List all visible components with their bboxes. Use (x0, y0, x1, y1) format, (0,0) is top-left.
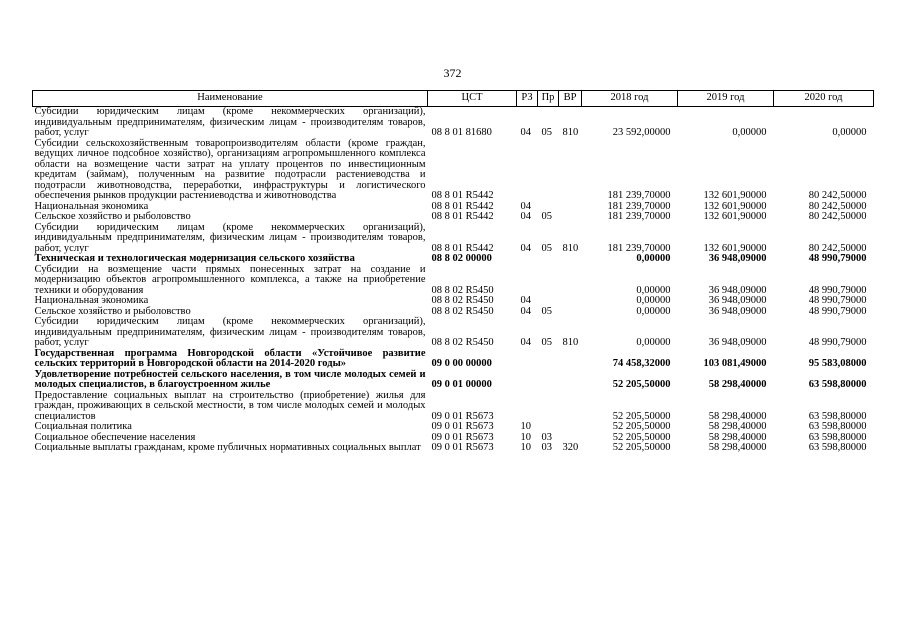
cell-pr: 05 (541, 305, 552, 317)
cell-pr: 05 (541, 127, 552, 138)
cell-rz: 10 (520, 421, 531, 432)
cell-2020: 63 598,80000 (808, 379, 867, 390)
cell-pr (538, 139, 559, 202)
page-number: 372 (443, 66, 462, 80)
cell-vr (559, 254, 582, 265)
cell-2018: 181 239,70000 (607, 200, 671, 212)
cell-2018: 0,00000 (636, 337, 671, 348)
cell-rz: 04 (520, 337, 531, 348)
cell-rz: 04 (520, 211, 531, 222)
cell-2020: 95 583,08000 (808, 358, 867, 369)
cell-pr (538, 296, 559, 307)
cell-vr (559, 422, 582, 433)
cell-name: Предоставление социальных выплат на строительство (приобретение) жилья для граждан, проживающих в сельской местности, в том числе молодых семей и молодых специалистов (34, 389, 426, 422)
cell-2020: 48 990,79000 (808, 305, 867, 317)
header-pr: Пр (538, 91, 559, 107)
table-row (33, 265, 874, 297)
cell-pr (538, 391, 559, 423)
cell-2020: 63 598,80000 (808, 410, 867, 422)
cell-2018: 74 458,32000 (612, 358, 671, 369)
table-row (33, 223, 874, 255)
cell-vr (559, 212, 582, 223)
table-row (33, 107, 874, 139)
cell-2019: 58 298,40000 (708, 410, 767, 422)
cell-2019: 103 081,49000 (703, 358, 767, 369)
cell-2020: 80 242,50000 (808, 190, 867, 201)
cell-name: Удовлетворение потребностей сельского населения, в том числе молодых семей и молодых специалистов, в благоустроенном жилье (34, 368, 426, 390)
cell-cst: 08 8 02 00000 (431, 253, 492, 264)
table-row (33, 370, 874, 391)
table-row (33, 422, 874, 433)
table-row (33, 296, 874, 307)
cell-2018: 0,00000 (636, 295, 671, 306)
cell-cst: 09 0 01 R5673 (431, 431, 494, 443)
cell-2020: 0,00000 (832, 127, 867, 138)
cell-2018: 0,00000 (636, 305, 671, 317)
cell-2018: 0,00000 (636, 253, 671, 264)
cell-pr: 05 (541, 211, 552, 222)
header-vr: ВР (559, 91, 582, 107)
table-header (33, 91, 874, 107)
cell-pr (538, 422, 559, 433)
cell-rz (517, 391, 538, 423)
cell-cst: 08 8 01 R5442 (431, 242, 494, 254)
cell-2019: 36 948,09000 (708, 253, 767, 264)
table-row (33, 349, 874, 370)
cell-name: Национальная экономика (34, 295, 149, 306)
cell-cst: 09 0 01 R5673 (431, 442, 494, 453)
table-row (33, 254, 874, 265)
cell-name: Государственная программа Новгородской области «Устойчивое развитие сельских территорий в Новгородской области на 2014-2020 годы» (34, 347, 426, 369)
cell-name: Субсидии юридическим лицам (кроме некоммерческих организаций), индивидуальным предпринимателям, физическим лицам - производителям товаров, работ, услуг (34, 221, 426, 254)
cell-rz (517, 265, 538, 297)
cell-vr (559, 202, 582, 213)
cell-pr (538, 370, 559, 391)
cell-rz: 04 (520, 200, 531, 212)
cell-2019: 36 948,09000 (708, 284, 767, 296)
cell-cst: 09 0 01 R5673 (431, 421, 494, 432)
header-name: Наименование (33, 91, 428, 107)
cell-2019: 36 948,09000 (708, 295, 767, 306)
cell-vr: 810 (562, 242, 579, 254)
cell-2020: 48 990,79000 (808, 337, 867, 348)
cell-rz (517, 349, 538, 370)
cell-name: Субсидии сельскохозяйственным товаропроизводителям области (кроме граждан, ведущих личное подсобное хозяйство), организациям агропромышленного комплекса области на возмещение части затрат на уплату процентов по инвестиционным кредитам (займам), полученным на развитие подотрасли растениеводства и подотрасли животноводства, переработки, инфраструктуры и логистического обеспечения рынков продукции растениеводства и животноводства (34, 137, 426, 201)
cell-name: Социальное обеспечение населения (34, 431, 196, 443)
cell-rz: 04 (520, 295, 531, 306)
cell-2018: 52 205,50000 (612, 410, 671, 422)
cell-2020: 63 598,80000 (808, 421, 867, 432)
cell-2019: 0,00000 (732, 127, 767, 138)
cell-pr (538, 265, 559, 297)
cell-cst: 08 8 01 81680 (431, 127, 492, 138)
cell-2019: 58 298,40000 (708, 431, 767, 443)
cell-cst: 08 8 02 R5450 (431, 305, 494, 317)
table-row (33, 212, 874, 223)
cell-rz (517, 254, 538, 265)
cell-2020: 48 990,79000 (808, 295, 867, 306)
cell-vr: 810 (562, 127, 579, 138)
cell-2018: 181 239,70000 (607, 211, 671, 222)
cell-cst: 09 0 01 00000 (431, 379, 492, 390)
cell-2020: 63 598,80000 (808, 442, 867, 453)
cell-2018: 0,00000 (636, 284, 671, 296)
table-row (33, 139, 874, 202)
header-2019: 2019 год (678, 91, 774, 107)
cell-cst: 08 8 01 R5442 (431, 190, 494, 201)
cell-2019: 132 601,90000 (703, 190, 767, 201)
cell-cst: 09 0 00 00000 (431, 358, 492, 369)
cell-rz: 04 (520, 305, 531, 317)
cell-rz: 04 (520, 127, 531, 138)
cell-2018: 181 239,70000 (607, 242, 671, 254)
cell-vr (559, 139, 582, 202)
cell-2018: 52 205,50000 (612, 421, 671, 432)
cell-pr (538, 349, 559, 370)
cell-cst: 08 8 02 R5450 (431, 337, 494, 348)
cell-2019: 132 601,90000 (703, 211, 767, 222)
cell-2019: 58 298,40000 (708, 421, 767, 432)
cell-name: Социальная политика (34, 421, 132, 432)
header-2018: 2018 год (582, 91, 678, 107)
cell-vr (559, 391, 582, 423)
cell-pr (538, 254, 559, 265)
cell-name: Сельское хозяйство и рыболовство (34, 305, 191, 317)
cell-cst: 08 8 02 R5450 (431, 284, 494, 296)
cell-2020: 48 990,79000 (808, 253, 867, 264)
cell-cst: 09 0 01 R5673 (431, 410, 494, 422)
table-body (33, 107, 874, 454)
cell-2018: 52 205,50000 (612, 442, 671, 453)
cell-rz (517, 139, 538, 202)
cell-name: Субсидии на возмещение части прямых понесенных затрат на создание и модернизацию объектов агропромышленного комплекса, а также на приобретение техники и оборудования (34, 263, 426, 296)
cell-2018: 23 592,00000 (612, 127, 671, 138)
table-row (33, 317, 874, 349)
cell-rz: 10 (520, 442, 531, 453)
cell-2018: 181 239,70000 (607, 190, 671, 201)
cell-name: Сельское хозяйство и рыболовство (34, 211, 191, 222)
cell-2018: 52 205,50000 (612, 431, 671, 443)
cell-2018: 52 205,50000 (612, 379, 671, 390)
cell-2019: 58 298,40000 (708, 442, 767, 453)
header-rz: РЗ (517, 91, 538, 107)
cell-2019: 36 948,09000 (708, 305, 767, 317)
cell-rz: 04 (520, 242, 531, 254)
cell-2019: 132 601,90000 (703, 200, 767, 212)
cell-vr: 320 (562, 442, 579, 453)
header-cst: ЦСТ (428, 91, 517, 107)
cell-2020: 63 598,80000 (808, 431, 867, 443)
table-row (33, 391, 874, 423)
cell-2020: 80 242,50000 (808, 200, 867, 212)
cell-vr (559, 307, 582, 318)
cell-name: Национальная экономика (34, 200, 149, 212)
header-2020: 2020 год (774, 91, 874, 107)
budget-table (32, 90, 874, 454)
cell-pr: 03 (541, 442, 552, 453)
cell-2020: 80 242,50000 (808, 211, 867, 222)
cell-cst: 08 8 02 R5450 (431, 295, 494, 306)
cell-vr (559, 349, 582, 370)
cell-name: Социальные выплаты гражданам, кроме публичных нормативных социальных выплат (34, 442, 421, 453)
cell-name: Техническая и технологическая модернизация сельского хозяйства (34, 253, 355, 264)
cell-pr: 05 (541, 242, 552, 254)
cell-name: Субсидии юридическим лицам (кроме некоммерческих организаций), индивидуальным предпринимателям, физическим лицам - производителям товаров, работ, услуг (34, 106, 426, 138)
cell-name: Субсидии юридическим лицам (кроме некоммерческих организаций), индивидуальным предпринимателям, физическим лицам - производителям товаров, работ, услуг (34, 316, 426, 348)
cell-2020: 80 242,50000 (808, 242, 867, 254)
cell-2020: 48 990,79000 (808, 284, 867, 296)
table-row (33, 443, 874, 454)
cell-pr: 05 (541, 337, 552, 348)
cell-2019: 36 948,09000 (708, 337, 767, 348)
cell-2019: 58 298,40000 (708, 379, 767, 390)
cell-vr (559, 370, 582, 391)
cell-vr (559, 265, 582, 297)
cell-vr: 810 (562, 337, 579, 348)
cell-rz: 10 (520, 431, 531, 443)
cell-pr: 03 (541, 431, 552, 443)
cell-2019: 132 601,90000 (703, 242, 767, 254)
cell-vr (559, 296, 582, 307)
cell-cst: 08 8 01 R5442 (431, 200, 494, 212)
cell-cst: 08 8 01 R5442 (431, 211, 494, 222)
cell-rz (517, 370, 538, 391)
